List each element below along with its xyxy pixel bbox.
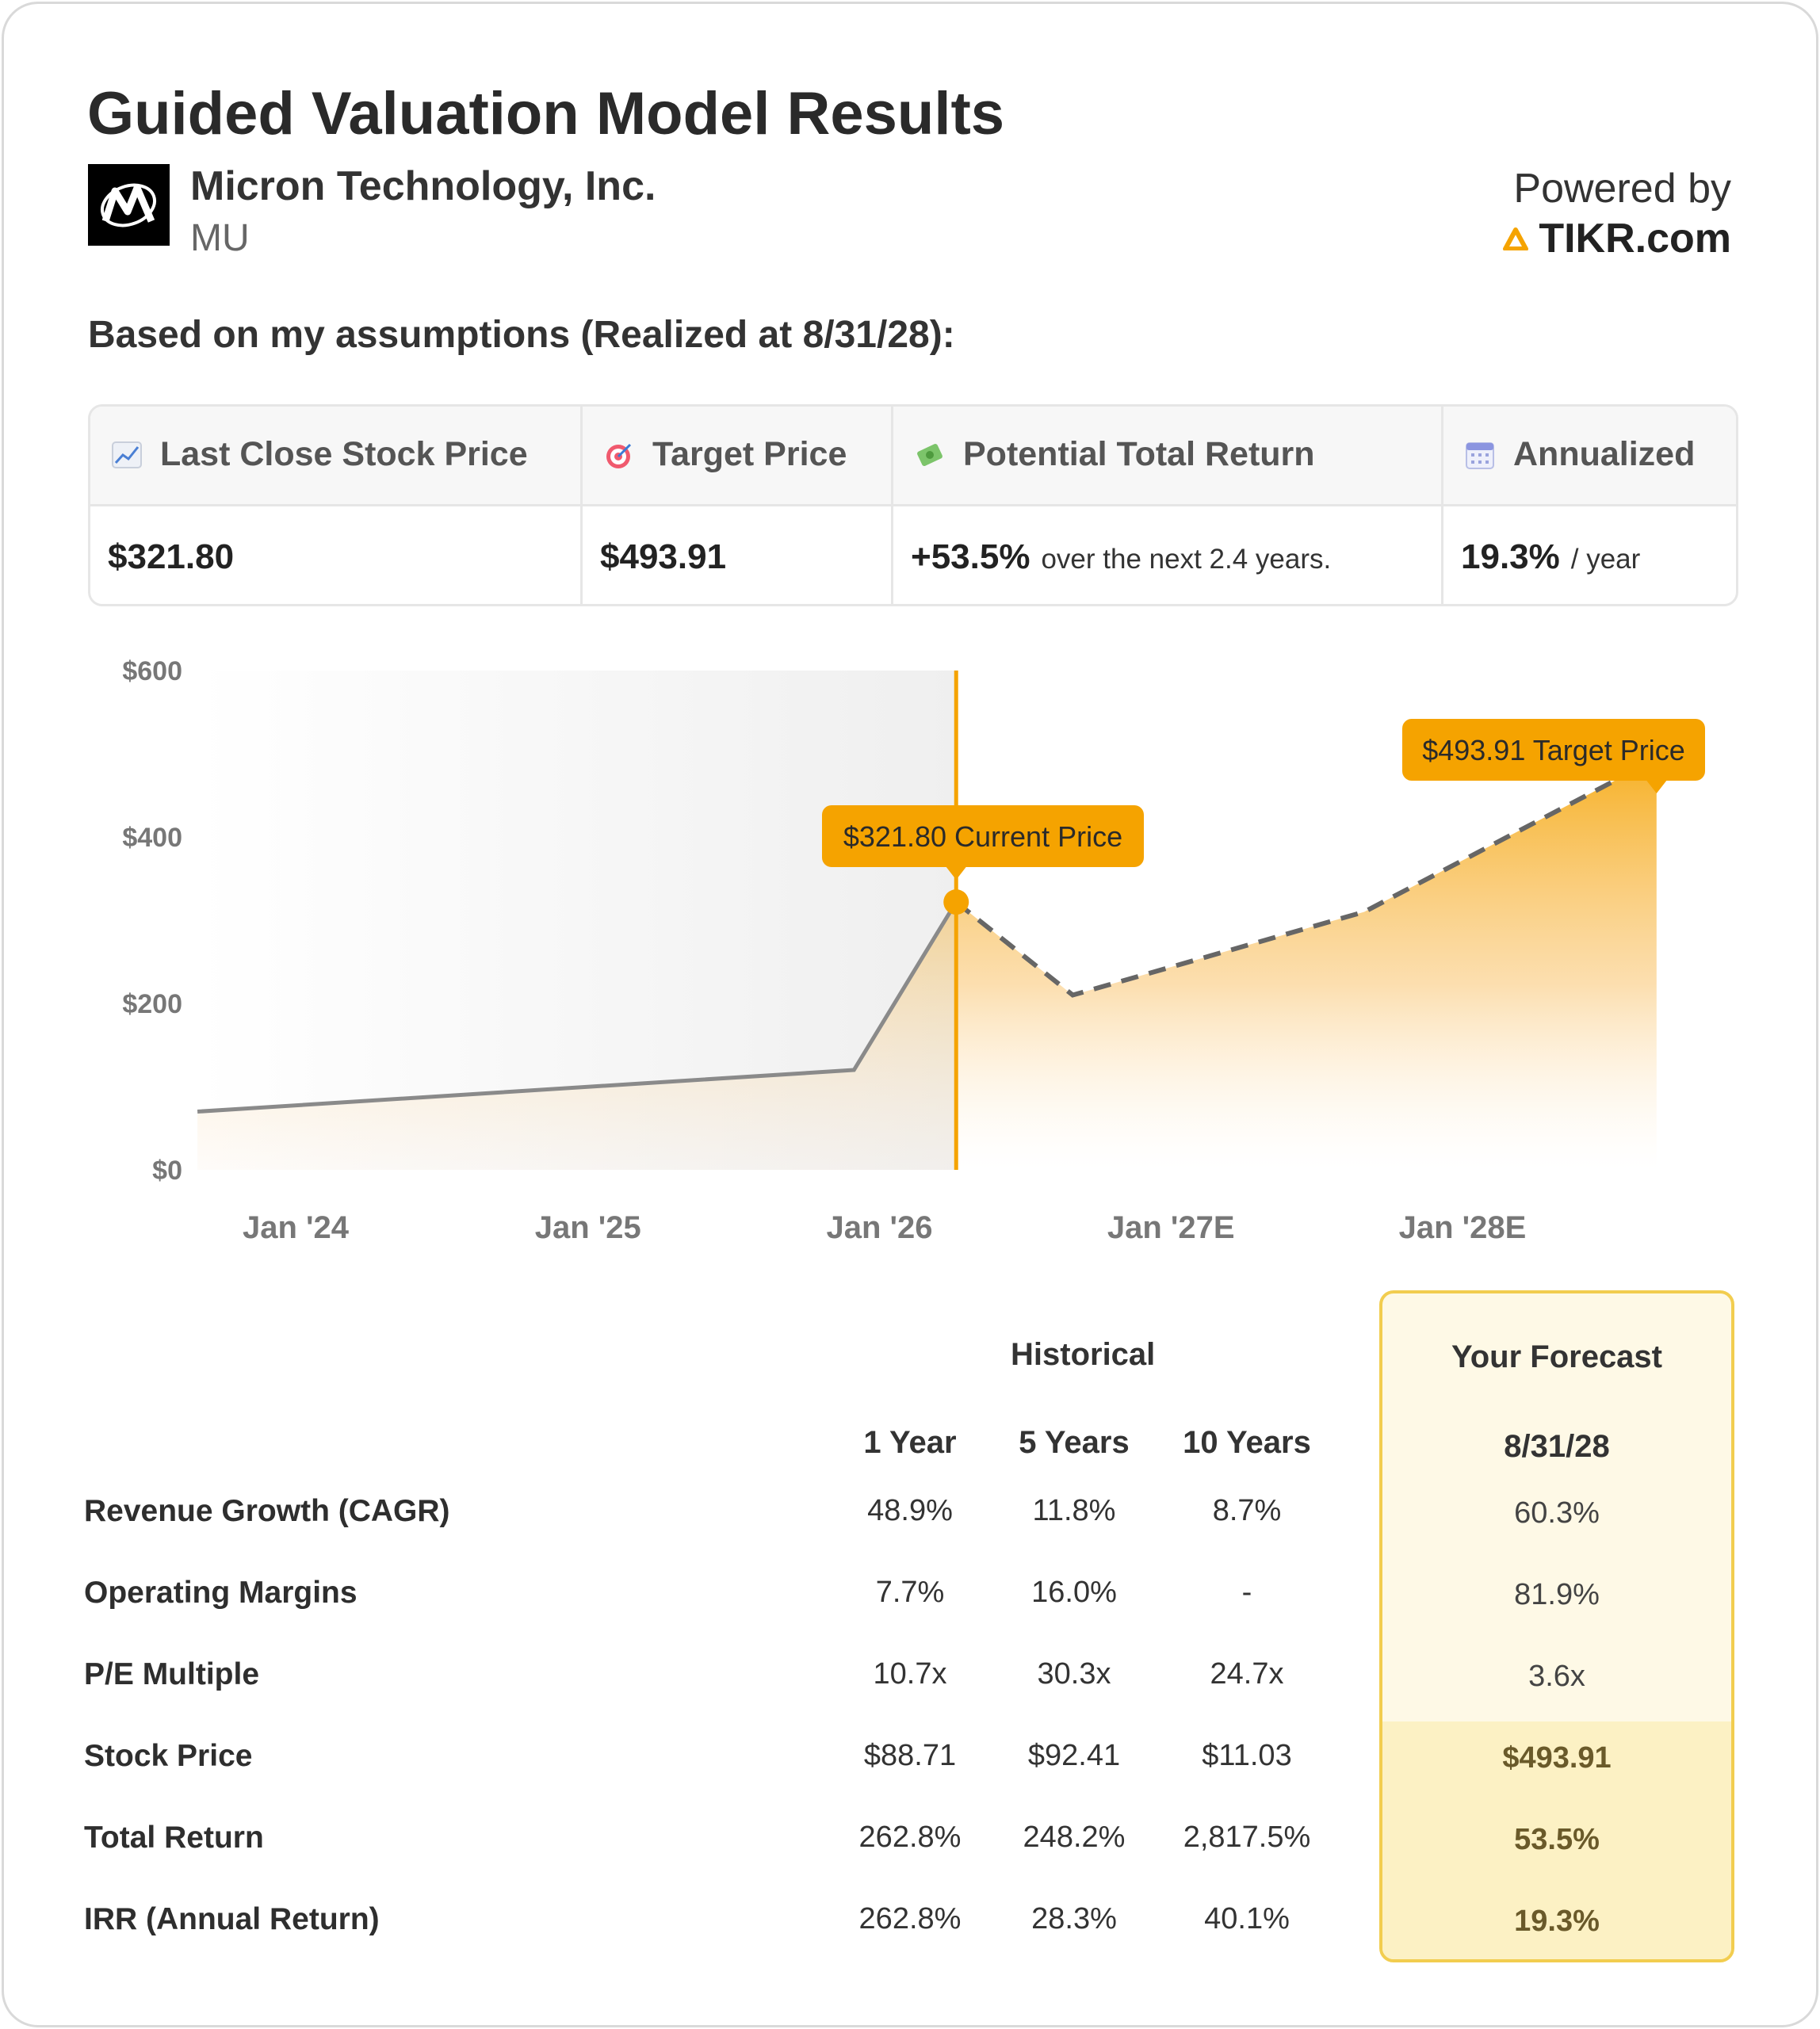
annualized-note: / year [1570,544,1641,575]
total-return-note: over the next 2.4 years. [1041,544,1332,575]
x-tick-label: Jan '26 [826,1210,933,1245]
target-price-value: $493.91 [600,537,727,576]
summary-col-target [583,407,893,604]
forecast-column [1379,1290,1734,1962]
historical-group-header: Historical [1011,1337,1156,1372]
tikr-brand-link[interactable] [1502,215,1731,262]
forecast-cell: 3.6x [1528,1660,1585,1693]
x-tick-label: Jan '27E [1107,1210,1235,1245]
company-name: Micron Technology, Inc. [190,163,656,209]
metric-cell: 2,817.5% [1183,1821,1311,1854]
tikr-brand-text: TIKR.com [1539,216,1731,262]
current-price-point [943,889,969,915]
col-header-forecast-date: 8/31/28 [1504,1429,1610,1464]
metric-cell: $88.71 [863,1739,957,1772]
summary-table [88,404,1738,606]
target-price-callout [1402,719,1705,793]
summary-col-total-return [893,407,1443,604]
summary-header-annualized: Annualized [1464,435,1695,474]
metric-cell: 30.3x [1037,1657,1111,1691]
metrics-table [0,1284,1820,1997]
summary-header-total-return: Potential Total Return [914,435,1315,474]
col-header-1-year: 1 Year [863,1425,957,1460]
metric-cell: 24.7x [1210,1657,1284,1691]
metric-cell: 16.0% [1031,1576,1117,1609]
x-tick-label: Jan '25 [534,1210,641,1245]
money-wings-icon [914,439,946,471]
tikr-logo-icon [1502,227,1529,250]
annualized-value: 19.3% [1461,537,1560,576]
target-icon [603,439,635,471]
metric-cell: 7.7% [875,1576,945,1609]
summary-col-annualized [1443,407,1738,604]
summary-header-target: Target Price [603,435,847,474]
company-ticker: MU [190,217,250,259]
calendar-icon [1464,439,1496,471]
total-return-value: +53.5% [911,537,1030,576]
page-title: Guided Valuation Model Results [87,80,1005,147]
x-tick-label: Jan '28E [1398,1210,1527,1245]
forecast-cell: 53.5% [1514,1823,1600,1856]
metric-row-label: P/E Multiple [84,1657,260,1691]
metric-cell: - [1241,1576,1252,1609]
metric-cell: $11.03 [1202,1739,1292,1772]
forecast-group-header: Your Forecast [1451,1339,1662,1374]
powered-by-label: Powered by [1513,166,1731,212]
forecast-cell: 81.9% [1514,1578,1600,1611]
summary-header-last-close: Last Close Stock Price [111,435,528,474]
metric-cell: 8.7% [1212,1494,1282,1527]
metric-row-label: Operating Margins [84,1576,358,1610]
summary-col-last-close [90,407,583,604]
metric-cell: 48.9% [867,1494,953,1527]
target-price-label: $493.91 Target Price [1422,734,1685,766]
metric-cell: 248.2% [1023,1821,1126,1854]
last-close-value: $321.80 [108,537,235,576]
chart-increasing-icon [111,439,143,471]
x-tick-label: Jan '24 [242,1210,350,1245]
y-tick-label: $400 [122,823,182,853]
forecast-cell: $493.91 [1502,1741,1612,1775]
current-price-label: $321.80 Current Price [843,820,1123,853]
metric-cell: 10.7x [873,1657,947,1691]
metric-row-label: IRR (Annual Return) [84,1902,380,1936]
price-chart [0,634,1820,1268]
y-tick-label: $0 [152,1156,182,1186]
metric-cell: 28.3% [1031,1902,1117,1935]
metric-row-label: Revenue Growth (CAGR) [84,1494,450,1528]
metric-row-label: Stock Price [84,1739,253,1773]
y-tick-label: $200 [122,989,182,1019]
y-tick-label: $600 [122,656,182,686]
metric-cell: 262.8% [858,1821,962,1854]
forecast-cell: 60.3% [1514,1496,1600,1530]
metric-cell: 262.8% [858,1902,962,1935]
metric-cell: 11.8% [1032,1494,1116,1527]
col-header-10-years: 10 Years [1183,1425,1311,1460]
assumptions-heading: Based on my assumptions (Realized at 8/31/28): [88,314,955,356]
metric-row-label: Total Return [84,1821,264,1855]
metric-cell: $92.41 [1027,1739,1121,1772]
forecast-cell: 19.3% [1514,1905,1600,1938]
micron-logo-icon [88,164,170,246]
metric-cell: 40.1% [1204,1902,1290,1935]
col-header-5-years: 5 Years [1019,1425,1130,1460]
